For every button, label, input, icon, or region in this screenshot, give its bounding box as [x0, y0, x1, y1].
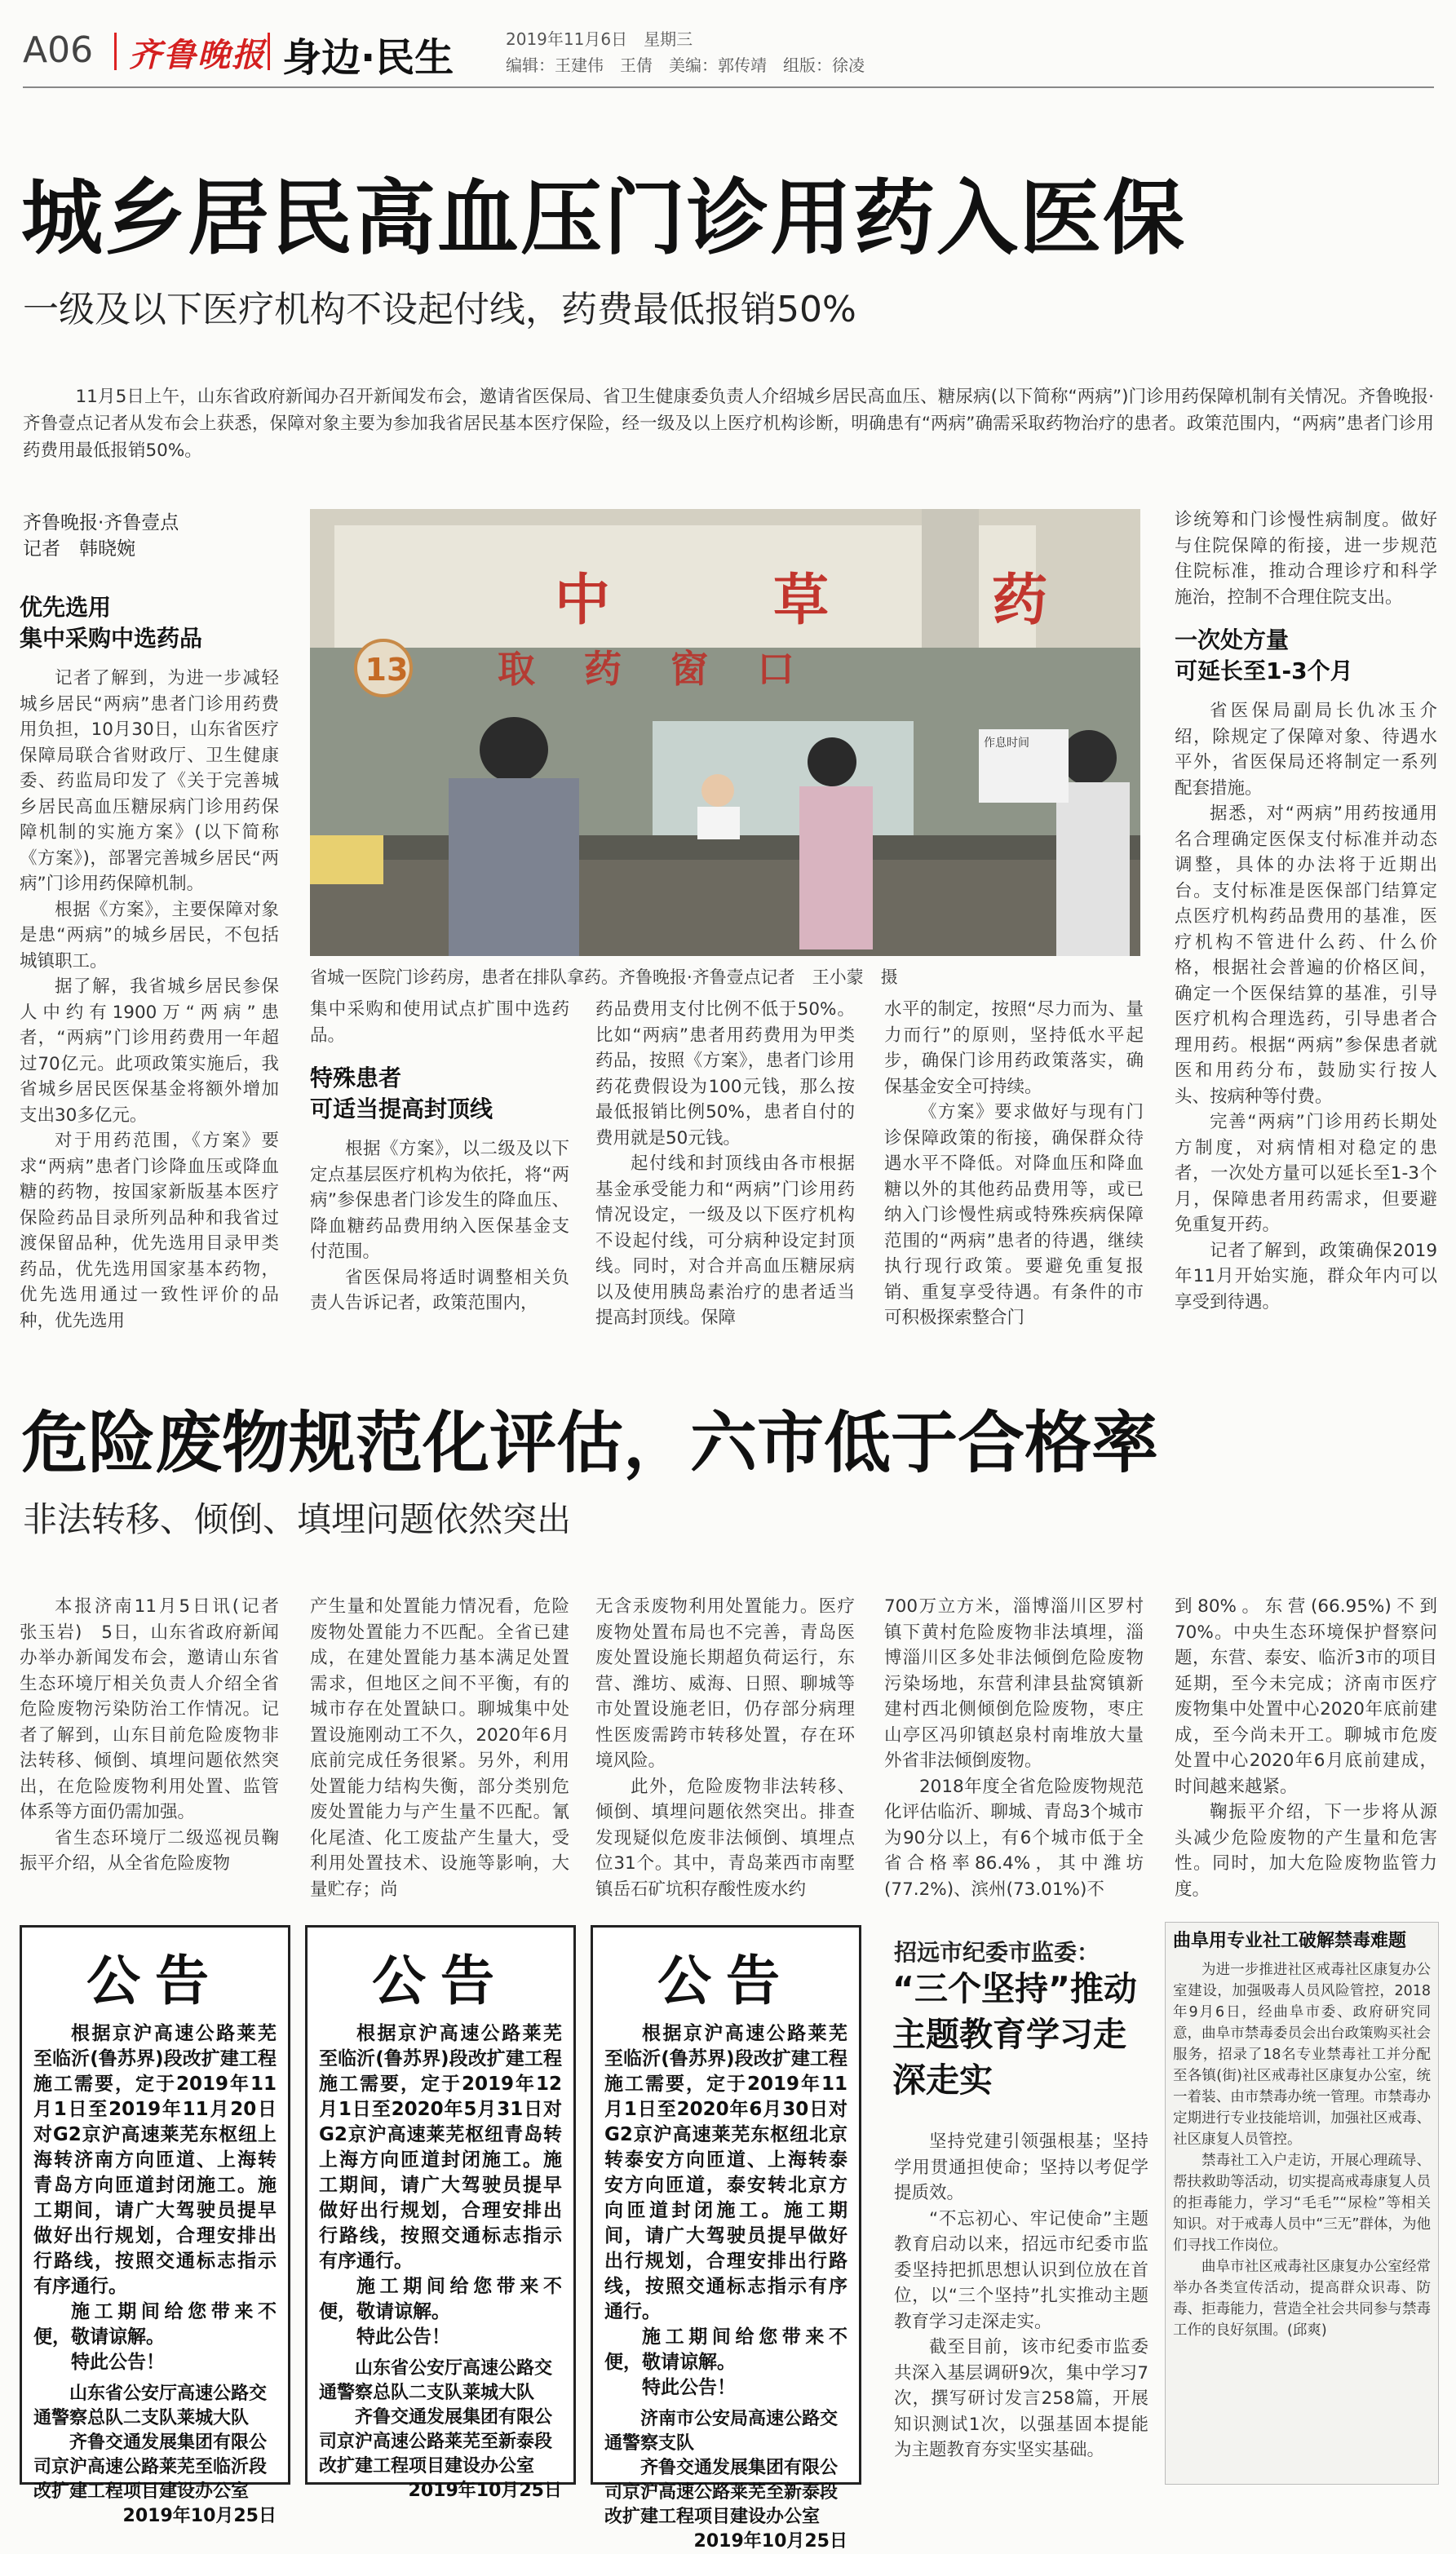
notice-title: 公告: [372, 1950, 509, 2012]
article3-kicker: 招远市纪委市监委：: [894, 1939, 1100, 1966]
article1-column-2: [310, 997, 569, 1397]
notice-body: 根据京沪高速公路莱芜至临沂(鲁苏界)段改扩建工程施工需要，定于2019年11月1日至2020年6月30日对G2京沪高速莱芜东枢纽北京转泰安方向匝道、上海转泰安方向匝道，泰安转北京方向匝道封闭施工。施工期间，请广大驾驶员提早做好出行规划，合理安排出行路线，按照交通标志指示有序通行。 施工期间给您带来不便，敬请谅解。 特此公告！: [604, 2023, 847, 2398]
paragraph: 记者了解到，政策确保2019年11月开始实施，群众年内可以享受到待遇。: [1175, 1240, 1437, 1312]
paragraph: “不忘初心、牢记使命”主题教育启动以来，招远市纪委市监委坚持把抓思想认识到位放在首位，以“三个坚持”扎实推动主题教育学习走深走实。: [894, 2208, 1148, 2332]
notice-title: 公告: [86, 1950, 223, 2012]
header-rule: [23, 86, 1434, 88]
subheading-3: 一次处方量 可延长至1-3个月: [1175, 626, 1353, 684]
paragraph: 据悉，对“两病”用药按通用名合理确定医保支付标准并动态调整，具体的办法将于近期出台。支付标准是医保部门结算定点医疗机构药品费用的基准，医疗机构不管进什么药、什么价格，根据社会普遍的价格区间，确定一个医保结算的基准，引导医疗机构合理选药，引导患者合理用药。根据“两病”参保患者就医和用药分布，鼓励实行按人头、按病种等付费。: [1175, 803, 1437, 1107]
paragraph: 截至目前，该市纪委市监委共深入基层调研9次，集中学习7次，撰写研讨发言258篇，开展知识测试1次，以强基固本提能为主题教育夯实坚实基础。: [894, 2337, 1148, 2460]
paragraph: 无含汞废物利用处置能力。医疗废物处置布局也不完善，青岛医废处置设施长期超负荷运行，东营、潍坊、威海、日照、聊城等市处置设施老旧，仍存部分病理性医废需跨市转移处置，存在环境风险。: [595, 1596, 855, 1771]
paragraph: 完善“两病”门诊用药长期处方制度，对病情相对稳定的患者，一次处方量可以延长至1-3个月，保障患者用药需求，但要避免重复开药。: [1175, 1112, 1437, 1235]
article1-column-1: [20, 581, 279, 1397]
subheadline: 非法转移、倾倒、填埋问题依然突出: [23, 1499, 572, 1539]
paragraph: 据了解，我省城乡居民参保人中约有1900万“两病”患者，“两病”门诊用药费用一年超过70亿元。此项政策实施后，我省城乡居民医保基金将额外增加支出30多亿元。: [20, 976, 279, 1126]
notice-signature: 山东省公安厅高速公路交通警察总队二支队莱城大队 齐鲁交通发展集团有限公司京沪高速公路莱芜至新泰段改扩建工程项目建设办公室 2019年10月25日: [319, 2358, 562, 2501]
notice-signature: 济南市公安局高速公路交通警察支队 齐鲁交通发展集团有限公司京沪高速公路莱芜至新泰段改扩建工程项目建设办公室 2019年10月25日: [604, 2409, 847, 2552]
divider: [268, 33, 270, 70]
article4-headline: 曲阜用专业社工破解禁毒难题: [1173, 1931, 1407, 1951]
paragraph: 根据《方案》，主要保障对象是患“两病”的城乡居民，不包括城镇职工。: [20, 899, 279, 972]
section-name: 身边·民生: [282, 35, 454, 81]
byline-org: 齐鲁晚报·齐鲁壹点: [23, 512, 179, 533]
paragraph: 本报济南11月5日讯(记者 张玉岩) 5日，山东省政府新闻办举办新闻发布会，邀请山东省生态环境厅相关负责人介绍全省危险废物污染防治工作情况。记者了解到，山东目前危险废物非法转移、倾倒、填埋问题依然突出，在危险废物利用处置、监管体系等方面仍需加强。: [20, 1596, 297, 1822]
article2-column-1: [20, 1594, 297, 1904]
paragraph: 对于用药范围，《方案》要求“两病”患者门诊降血压或降血糖的药物，按国家新版基本医疗保险药品目录所列品种和我省过渡保留品种，优先选用目录甲类药品，优先选用国家基本药物，优先选用通过一致性评价的品种，优先选用: [20, 1131, 279, 1331]
paragraph: 省医保局副局长仇冰玉介绍，除规定了保障对象、待遇水平外，省医保局还将制定一系列配套措施。: [1175, 701, 1437, 799]
paper-logo: 齐鲁晚报: [129, 37, 266, 74]
window-number: 13: [365, 652, 409, 688]
subheading-1: 优先选用 集中采购中选药品: [20, 594, 203, 652]
paragraph: 根据《方案》，以二级及以下定点基层医疗机构为依托，将“两病”参保患者门诊发生的降血压、降血糖药品费用纳入医保基金支付范围。: [310, 1139, 569, 1262]
paragraph: 为进一步推进社区戒毒社区康复办公室建设，加强吸毒人员风险管控，2018年9月6日，经曲阜市委、政府研究同意，曲阜市禁毒委员会出台政策购买社会服务，招录了18名专业禁毒社工并分配至各镇(街)社区戒毒社区康复办公室，统一着装、由市禁毒办统一管理。市禁毒办定期进行专业技能培训，加强社区戒毒、社区康复人员管控。: [1173, 1962, 1431, 2148]
subheadline: 一级及以下医疗机构不设起付线，药费最低报销50%: [23, 289, 856, 330]
byline-reporter: 记者 韩晓婉: [23, 538, 135, 560]
issue-date: 2019年11月6日 星期三: [506, 29, 693, 49]
article2-column-4: [884, 1594, 1144, 1904]
paragraph: 禁毒社工入户走访，开展心理疏导、帮扶救助等活动，切实提高戒毒康复人员的拒毒能力，学习“毛毛”“尿检”等相关知识。对于戒毒人员中“三无”群体，为他们寻找工作岗位。: [1173, 2153, 1431, 2254]
notice-body: 根据京沪高速公路莱芜至临沂(鲁苏界)段改扩建工程施工需要，定于2019年11月1日至2019年11月20日对G2京沪高速莱芜东枢纽上海转济南方向匝道、上海转青岛方向匝道封闭施工。施工期间，请广大驾驶员提早做好出行规划，合理安排出行路线，按照交通标志指示有序通行。 施工期间给您带来不便，敬请谅解。 特此公告！: [33, 2023, 277, 2373]
paragraph: 记者了解到，为进一步减轻城乡居民“两病”患者门诊用药费用负担，10月30日，山东省医疗保障局联合省财政厅、卫生健康委、药监局印发了《关于完善城乡居民高血压糖尿病门诊用药保障机制的实施方案》(以下简称《方案》)，部署完善城乡居民“两病”门诊用药保障机制。: [20, 668, 279, 894]
article3-headline: “三个坚持”推动主题教育学习走深走实: [892, 1969, 1137, 2100]
paragraph: 此外，危险废物非法转移、倾倒、填埋问题依然突出。排查发现疑似危废非法倾倒、填埋点位31个。其中，青岛莱西市南墅镇岳石矿坑积存酸性废水约: [595, 1776, 855, 1900]
paragraph: 诊统筹和门诊慢性病制度。做好与住院保障的衔接，进一步规范住院标准，推动合理诊疗和科学施治，控制不合理住院支出。: [1175, 510, 1437, 608]
sign-pickup: 取药窗口: [498, 647, 843, 691]
article2-column-2: [310, 1594, 569, 1904]
subheading-2: 特殊患者 可适当提高封顶线: [310, 1065, 493, 1122]
headline: 危险废物规范化评估，六市低于合格率: [21, 1405, 1159, 1482]
paragraph: 鞠振平介绍，下一步将从源头减少危险废物的产生量和危害性。同时，加大危险废物监管力度。: [1175, 1802, 1437, 1900]
photo-caption: 省城一医院门诊药房，患者在排队拿药。齐鲁晚报·齐鲁壹点记者 王小蒙 摄: [310, 967, 898, 987]
paragraph: 省医保局将适时调整相关负责人告诉记者，政策范围内，: [310, 1267, 569, 1313]
article1-column-5: [1175, 507, 1437, 1397]
notice-box-1: [20, 1925, 290, 2526]
article2-column-3: [595, 1594, 855, 1904]
notice-box-2: [305, 1925, 576, 2501]
news-photo: [310, 509, 1211, 956]
divider: [114, 33, 117, 70]
article2-column-5: [1175, 1594, 1437, 1904]
article4-body: [1173, 1959, 1431, 2475]
notice-box-3: [591, 1925, 861, 2552]
paragraph: 集中采购和使用试点扩围中选药品。: [310, 999, 569, 1046]
paragraph: 药品费用支付比例不低于50%。比如“两病”患者用药费用为甲类药品，按照《方案》，患者门诊用药花费假设为100元钱，那么按最低报销比例50%，患者自付的费用就是50元钱。: [595, 999, 855, 1149]
paragraph: 2018年度全省危险废物规范化评估临沂、聊城、青岛3个城市为90分以上，有6个城市低于全省合格率86.4%，其中潍坊(77.2%)、滨州(73.01%)不: [884, 1776, 1144, 1900]
editor-credits: 编辑：王建伟 王倩 美编：郭传靖 组版：徐凌: [506, 55, 865, 75]
article3-body: [894, 2129, 1148, 2480]
lead-text: 11月5日上午，山东省政府新闻办召开新闻发布会，邀请省医保局、省卫生健康委负责人介绍城乡居民高血压、糖尿病(以下简称“两病”)门诊用药保障机制有关情况。齐鲁晚报·齐鲁壹点记者从发布会上获悉，保障对象主要为参加我省居民基本医疗保险，经一级及以上医疗机构诊断，明确患有“两病”确需采取药物治疗的患者。政策范围内，“两病”患者门诊用药费用最低报销50%。: [23, 387, 1434, 461]
headline: 城乡居民高血压门诊用药入医保: [21, 170, 1186, 266]
paragraph: 起付线和封顶线由各市根据基金承受能力和“两病”门诊用药情况设定，一级及以下医疗机构不设起付线，可分病种设定封顶线。同时，对合并高血压糖尿病以及使用胰岛素治疗的患者适当提高封顶线。保障: [595, 1153, 855, 1328]
notice-signature: 山东省公安厅高速公路交通警察总队二支队莱城大队 齐鲁交通发展集团有限公司京沪高速公路莱芜至临沂段改扩建工程项目建设办公室 2019年10月25日: [33, 2384, 277, 2526]
paragraph: 省生态环境厅二级巡视员鞠振平介绍，从全省危险废物: [20, 1827, 279, 1874]
notice-board: 作息时间: [984, 737, 1029, 750]
paragraph: 水平的制定，按照“尽力而为、量力而行”的原则，坚持低水平起步，确保门诊用药政策落实，确保基金安全可持续。: [884, 999, 1144, 1097]
notice-title: 公告: [657, 1950, 794, 2012]
paragraph: 《方案》要求做好与现有门诊保障政策的衔接，确保群众待遇水平不降低。对降血压和降血糖以外的其他药品费用等，或已纳入门诊慢性病或特殊疾病保障范围的“两病”患者的待遇，继续执行现行政策。要避免重复报销、重复享受待遇。有条件的市可积极探索整合门: [884, 1102, 1144, 1328]
paragraph: 曲阜市社区戒毒社区康复办公室经常举办各类宣传活动，提高群众识毒、防毒、拒毒能力，营造全社会共同参与禁毒工作的良好氛围。(邱爽): [1173, 2259, 1431, 2339]
sign-herbal: 中草药: [555, 569, 1211, 633]
paragraph: 700万立方米，淄博淄川区罗村镇下黄村危险废物非法填埋，淄博淄川区多处非法倾倒危险废物污染场地，东营利津县盐窝镇新建村西北侧倾倒危险废物，枣庄山亭区冯卯镇赵泉村南堆放大量外省非法倾倒废物。: [884, 1596, 1144, 1771]
lead-paragraph: [23, 383, 1434, 464]
notice-body: 根据京沪高速公路莱芜至临沂(鲁苏界)段改扩建工程施工需要，定于2019年12月1日至2020年5月31日对G2京沪高速莱芜枢纽青岛转上海方向匝道封闭施工。施工期间，请广大驾驶员提早做好出行规划，合理安排出行路线，按照交通标志指示有序通行。 施工期间给您带来不便，敬请谅解。 特此公告！: [319, 2023, 562, 2348]
page-number: A06: [23, 29, 94, 71]
article1-column-4: [884, 997, 1144, 1397]
paragraph: 坚持党建引领强根基；坚持学用贯通担使命；坚持以考促学提质效。: [894, 2131, 1148, 2203]
article1-column-3: [595, 997, 855, 1397]
paragraph: 产生量和处置能力情况看，危险废物处置能力不匹配。全省已建成，在建处置能力基本满足处置需求，但地区之间不平衡，有的城市存在处置缺口。聊城集中处置设施刚动工不久，2020年6月底前完成任务很紧。另外，利用处置能力结构失衡，部分类别危废处置能力与产生量不匹配。氰化尾渣、化工废盐产生量大，受利用处置技术、设施等影响，大量贮存；尚: [310, 1596, 569, 1900]
paragraph: 到80%。东营(66.95%)不到70%。中央生态环境保护督察问题，东营、泰安、临沂3市的项目延期，至今未完成；济南市医疗废物集中处置中心2020年底前建成，至今尚未开工。聊城市危废处置中心2020年6月底前建成，时间越来越紧。: [1175, 1596, 1437, 1797]
